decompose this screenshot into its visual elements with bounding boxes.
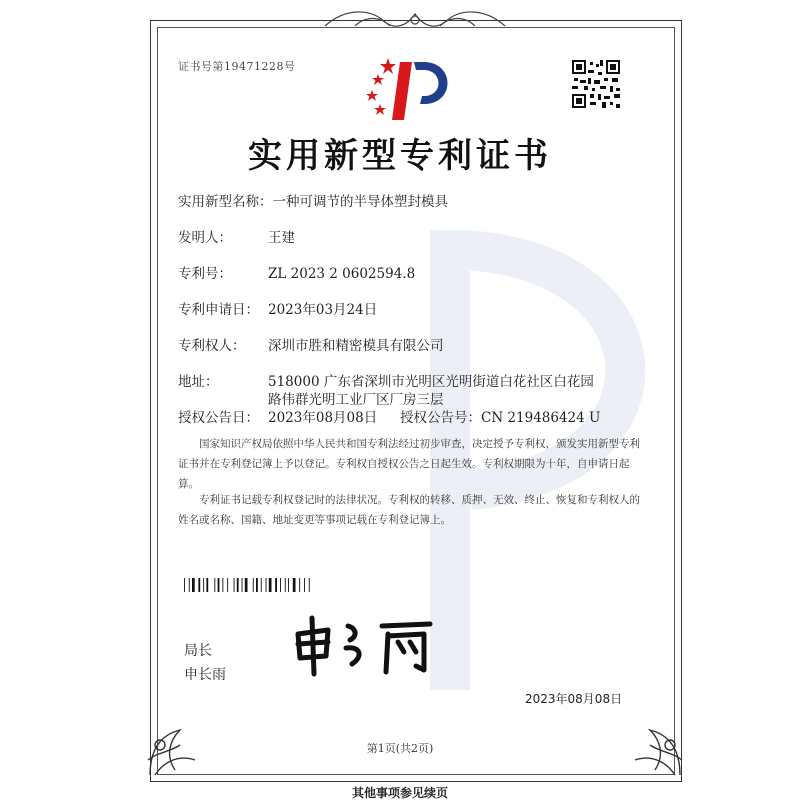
field-address (178, 370, 594, 390)
filing-date-value: 2023年03月24日 (268, 302, 378, 318)
inventor-value: 王建 (268, 230, 295, 246)
grant-statement-paragraph: 国家知识产权局依照中华人民共和国专利法经过初步审查，决定授予专利权，颁发实用新型专利证书并在专利登记簿上予以登记。专利权自授权公告之日起生效。专利权期限为十年，自申请日起算。 (178, 438, 640, 490)
grant-date-value: 2023年08月08日 (268, 410, 378, 426)
field-patent-number (178, 262, 415, 282)
cnipa-logo-icon (358, 52, 458, 124)
filing-date-label: 专利申请日： (178, 302, 259, 318)
utility-model-name-value: 一种可调节的半导体塑封模具 (272, 194, 448, 210)
director-title: 局长 (184, 643, 212, 659)
patent-number-value: ZL 2023 2 0602594.8 (268, 266, 416, 282)
field-patentee (178, 334, 444, 354)
patentee-label: 专利权人： (178, 338, 246, 354)
grant-number-label: 授权公告号： (400, 410, 481, 426)
field-filing-date (178, 298, 377, 318)
certificate-number: 证书号第19471228号 (178, 60, 296, 73)
director-signature-icon (290, 612, 440, 678)
barcode-icon (184, 578, 364, 592)
grant-date-label: 授权公告日： (178, 410, 259, 426)
inventor-label: 发明人： (178, 230, 232, 246)
address-label: 地址： (178, 374, 219, 390)
issue-date: 2023年08月08日 (525, 692, 623, 706)
grant-number-value: CN 219486424 U (481, 410, 601, 426)
certificate-title: 实用新型专利证书 (248, 136, 552, 176)
field-grant-number (400, 406, 600, 426)
qr-code-icon (572, 60, 620, 108)
page-number: 第1页(共2页) (366, 742, 434, 755)
field-utility-model-name (178, 190, 448, 210)
address-line-2: 路伟群光明工业厂区厂房三层 (268, 392, 444, 408)
director-name: 申长雨 (184, 667, 226, 683)
utility-model-name-label: 实用新型名称： (178, 194, 273, 210)
legal-status-paragraph: 专利证书记载专利权登记时的法律状况。专利权的转移、质押、无效、终止、恢复和专利权人的姓名或名称、国籍、地址变更等事项记载在专利登记簿上。 (178, 494, 640, 526)
patentee-value: 深圳市胜和精密模具有限公司 (268, 338, 444, 354)
footer-note: 其他事项参见续页 (351, 786, 448, 800)
address-line-1: 518000 广东省深圳市光明区光明街道白花社区白花园 (268, 374, 594, 390)
patent-number-label: 专利号： (178, 266, 232, 282)
field-grant-date (178, 406, 377, 426)
field-inventor (178, 226, 295, 246)
top-ornament-icon (315, 6, 515, 32)
